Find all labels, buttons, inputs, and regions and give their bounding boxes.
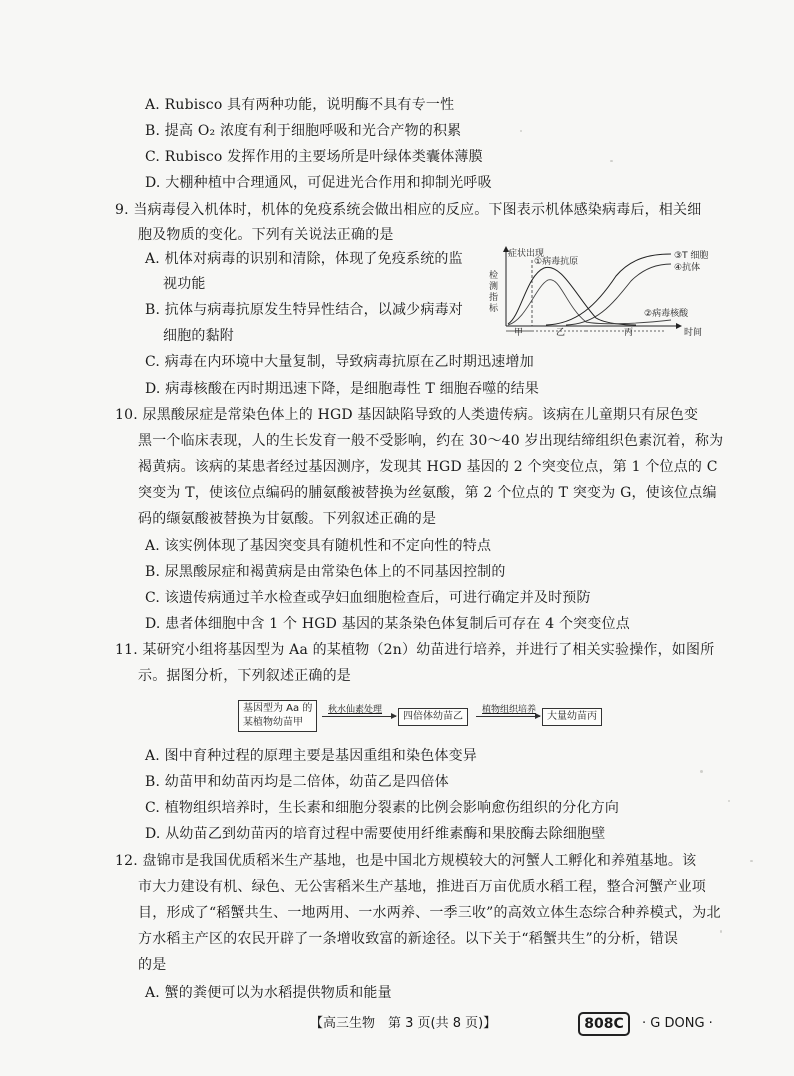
q9-option-a-line-1: A. 机体对病毒的识别和清除，体现了免疫系统的监 — [145, 251, 463, 267]
flow-arrow-label-colchicine: 秋水仙素处理 — [328, 705, 383, 715]
q10-stem-line-1: 10. 尿黑酸尿症是常染色体上的 HGD 基因缺陷导致的人类遗传病。该病在儿童期只有尿色变 — [115, 407, 699, 423]
flow-arrow-label-tissue-culture: 植物组织培养 — [482, 705, 537, 715]
scan-speck — [700, 770, 703, 773]
q10-option-c: C. 该遗传病通过羊水检查或孕妇血细胞检查后，可进行确定并及时预防 — [145, 590, 591, 606]
q9-option-a-line-2: 视功能 — [163, 276, 206, 292]
q11-option-d: D. 从幼苗乙到幼苗丙的培育过程中需要使用纤维素酶和果胶酶去除细胞壁 — [145, 826, 606, 842]
curve-viral-antigen — [508, 267, 636, 325]
q10-option-b: B. 尿黑酸尿症和褐黄病是由常染色体上的不同基因控制的 — [145, 564, 506, 580]
q12-stem-line-2: 市大力建设有机、绿色、无公害稻米生产基地，推进百万亩优质水稻工程，整合河蟹产业项 — [138, 879, 706, 895]
immune-response-chart — [486, 246, 716, 336]
q11-stem-line-2: 示。据图分析，下列叙述正确的是 — [138, 668, 351, 684]
q8-option-a: A. Rubisco 具有两种功能，说明酶不具有专一性 — [145, 97, 455, 113]
flow-box-seedling-a-line-2: 某植物幼苗甲 — [243, 717, 303, 728]
q8-option-c: C. Rubisco 发挥作用的主要场所是叶绿体类囊体薄膜 — [145, 149, 483, 165]
q9-stem-line-2: 胞及物质的变化。下列有关说法正确的是 — [138, 227, 394, 243]
q10-stem-line-4: 突变为 T，使该位点编码的脯氨酸被替换为丝氨酸，第 2 个位点的 T 突变为 G，使该位点编 — [138, 485, 717, 501]
q9-stem-line-1: 9. 当病毒侵入机体时，机体的免疫系统会做出相应的反应。下图表示机体感染病毒后，相关细 — [115, 202, 702, 218]
breeding-flow-diagram — [238, 698, 618, 736]
period-a-label: 甲 — [514, 328, 524, 336]
y-label-char-4: 标 — [489, 304, 499, 314]
scan-speck — [610, 160, 613, 162]
q10-stem-line-5: 码的缬氨酸被替换为甘氨酸。下列叙述正确的是 — [138, 511, 437, 527]
q10-option-a: A. 该实例体现了基因突变具有随机性和不定向性的特点 — [145, 538, 492, 554]
x-axis-arrow-icon — [676, 323, 682, 329]
q9-option-b-line-2: 细胞的黏附 — [163, 328, 234, 344]
flow-arrow-2 — [476, 716, 540, 717]
q9-option-b-line-1: B. 抗体与病毒抗原发生特异性结合，以减少病毒对 — [145, 302, 463, 318]
flow-arrow-1 — [322, 716, 396, 717]
curve-label-viral-antigen: ①病毒抗原 — [534, 257, 579, 267]
period-b-label: 乙 — [556, 328, 566, 336]
q11-option-a: A. 图中育种过程的原理主要是基因重组和染色体变异 — [145, 748, 478, 764]
y-label-char-2: 测 — [489, 282, 499, 292]
q12-stem-line-4: 方水稻主产区的农民开辟了一条增收致富的新途径。以下关于“稻蟹共生”的分析，错误 — [138, 931, 679, 947]
symptom-label: 症状出现 — [508, 249, 545, 259]
curve-label-viral-nucleic-acid: ②病毒核酸 — [644, 309, 689, 319]
scan-speck — [728, 800, 730, 802]
q10-stem-line-3: 褐黄病。该病的某患者经过基因测序，发现其 HGD 基因的 2 个突变位点，第 1 个位点的 C — [138, 459, 718, 475]
q12-stem-line-3: 目，形成了“稻蟹共生、一地两用、一水两养、一季三收”的高效立体生态综合种养模式，为北 — [138, 905, 721, 921]
y-label-char-3: 指 — [489, 293, 499, 303]
curve-label-antibody: ④抗体 — [674, 263, 701, 273]
flow-box-seedling-a — [238, 700, 317, 732]
y-label-char-1: 检 — [489, 271, 499, 281]
q11-option-c: C. 植物组织培养时，生长素和细胞分裂素的比例会影响愈伤组织的分化方向 — [145, 800, 620, 816]
flow-box-seedlings-c: 大量幼苗丙 — [542, 708, 602, 726]
flow-box-tetraploid-b: 四倍体幼苗乙 — [398, 708, 468, 726]
scan-speck — [720, 930, 722, 933]
q9-option-d: D. 病毒核酸在丙时期迅速下降，是细胞毒性 T 细胞吞噬的结果 — [145, 381, 540, 397]
x-axis-label: 时间 — [684, 328, 703, 336]
q8-option-b: B. 提高 O₂ 浓度有利于细胞呼吸和光合产物的积累 — [145, 123, 462, 139]
curve-label-t-cells: ③T 细胞 — [674, 251, 709, 261]
q12-stem-line-1: 12. 盘锦市是我国优质稻米生产基地，也是中国北方规模较大的河蟹人工孵化和养殖基地。该 — [115, 853, 697, 869]
brand-mark: · G DONG · — [642, 1016, 713, 1031]
period-c-label: 丙 — [624, 328, 634, 336]
page-footer-info: 【高三生物 第 3 页(共 8 页)】 — [310, 1016, 497, 1031]
q9-option-c: C. 病毒在内环境中大量复制，导致病毒抗原在乙时期迅速增加 — [145, 354, 534, 370]
scan-speck — [520, 130, 522, 132]
exam-code-badge: 808C — [578, 1012, 630, 1036]
q11-stem-line-1: 11. 某研究小组将基因型为 Aa 的某植物（2n）幼苗进行培养，并进行了相关实验操作，如图所 — [115, 642, 715, 658]
flow-box-seedling-a-line-1: 基因型为 Aa 的 — [243, 703, 313, 714]
q10-option-d: D. 患者体细胞中含 1 个 HGD 基因的某条染色体复制后可存在 4 个突变位点 — [145, 616, 630, 632]
scan-speck — [750, 860, 753, 862]
q12-option-a: A. 蟹的粪便可以为水稻提供物质和能量 — [145, 985, 392, 1001]
q12-stem-line-5: 的是 — [138, 957, 167, 973]
q11-option-b: B. 幼苗甲和幼苗丙均是二倍体，幼苗乙是四倍体 — [145, 774, 449, 790]
q8-option-d: D. 大棚种植中合理通风，可促进光合作用和抑制光呼吸 — [145, 175, 492, 191]
q10-stem-line-2: 黑一个临床表现，人的生长发育一般不受影响，约在 30～40 岁出现结缔组织色素沉着，称为 — [138, 433, 724, 449]
